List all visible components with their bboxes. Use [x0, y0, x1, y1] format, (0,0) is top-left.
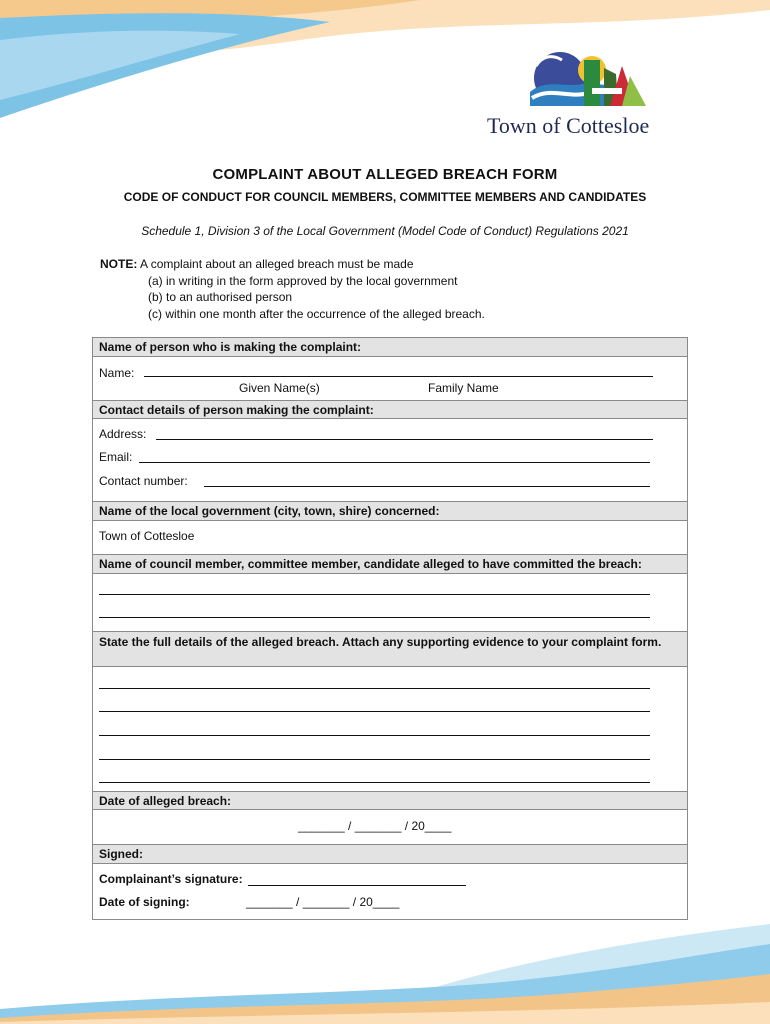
name-field[interactable]	[144, 376, 653, 377]
note-block	[100, 256, 485, 322]
signature-field[interactable]	[248, 885, 466, 886]
section-signed	[93, 863, 687, 919]
schedule-reference: Schedule 1, Division 3 of the Local Government (Model Code of Conduct) Regulations 2021	[141, 224, 629, 238]
member-name-line[interactable]	[99, 617, 650, 618]
member-name-line[interactable]	[99, 594, 650, 595]
section-heading-contact: Contact details of person making the complaint:	[93, 400, 687, 418]
address-field[interactable]	[156, 439, 653, 440]
form-title: COMPLAINT ABOUT ALLEGED BREACH FORM	[212, 166, 558, 183]
section-heading-details: State the full details of the alleged breach. Attach any supporting evidence to your complaint form.	[93, 631, 687, 666]
section-details	[93, 666, 687, 791]
email-label: Email:	[99, 450, 133, 464]
section-heading-member: Name of council member, committee member, candidate alleged to have committed the breach:	[93, 554, 687, 573]
email-field[interactable]	[139, 462, 650, 463]
note-intro: A complaint about an alleged breach must be made	[140, 257, 414, 271]
section-complainant	[93, 356, 687, 400]
details-line[interactable]	[99, 782, 650, 783]
note-item: (c) within one month after the occurrence of the alleged breach.	[148, 306, 485, 321]
breach-date-field[interactable]: _______ / _______ / 20____	[298, 819, 452, 833]
details-line[interactable]	[99, 711, 650, 712]
details-line[interactable]	[99, 735, 650, 736]
section-member	[93, 573, 687, 629]
section-heading-signed: Signed:	[93, 844, 687, 863]
section-contact	[93, 418, 687, 496]
signature-label: Complainant’s signature:	[99, 872, 243, 886]
section-heading-date: Date of alleged breach:	[93, 791, 687, 809]
address-label: Address:	[99, 427, 147, 441]
top-wave-decoration	[0, 0, 770, 120]
note-item: (a) in writing in the form approved by the local government	[148, 273, 458, 288]
contact-number-label: Contact number:	[99, 474, 188, 488]
family-name-caption: Family Name	[428, 381, 499, 395]
section-local-government	[93, 520, 687, 552]
section-date	[93, 809, 687, 842]
form-subtitle: CODE OF CONDUCT FOR COUNCIL MEMBERS, COMMITTEE MEMBERS AND CANDIDATES	[123, 190, 647, 204]
date-of-signing-field[interactable]: _______ / _______ / 20____	[246, 895, 400, 909]
bottom-wave-decoration	[0, 914, 770, 1024]
given-name-caption: Given Name(s)	[239, 381, 320, 395]
name-label: Name:	[99, 366, 135, 380]
section-heading-local-government: Name of the local government (city, town, shire) concerned:	[93, 501, 687, 520]
note-label: NOTE:	[100, 257, 138, 271]
details-line[interactable]	[99, 759, 650, 760]
local-government-value: Town of Cottesloe	[99, 529, 195, 543]
date-of-signing-label: Date of signing:	[99, 895, 190, 909]
complaint-form	[92, 337, 688, 920]
town-of-cottesloe-logo	[522, 48, 652, 118]
details-line[interactable]	[99, 688, 650, 689]
org-name: Town of Cottesloe	[487, 113, 650, 138]
note-item: (b) to an authorised person	[148, 290, 293, 304]
section-heading-complainant: Name of person who is making the complaint:	[93, 338, 687, 356]
contact-number-field[interactable]	[204, 486, 650, 487]
